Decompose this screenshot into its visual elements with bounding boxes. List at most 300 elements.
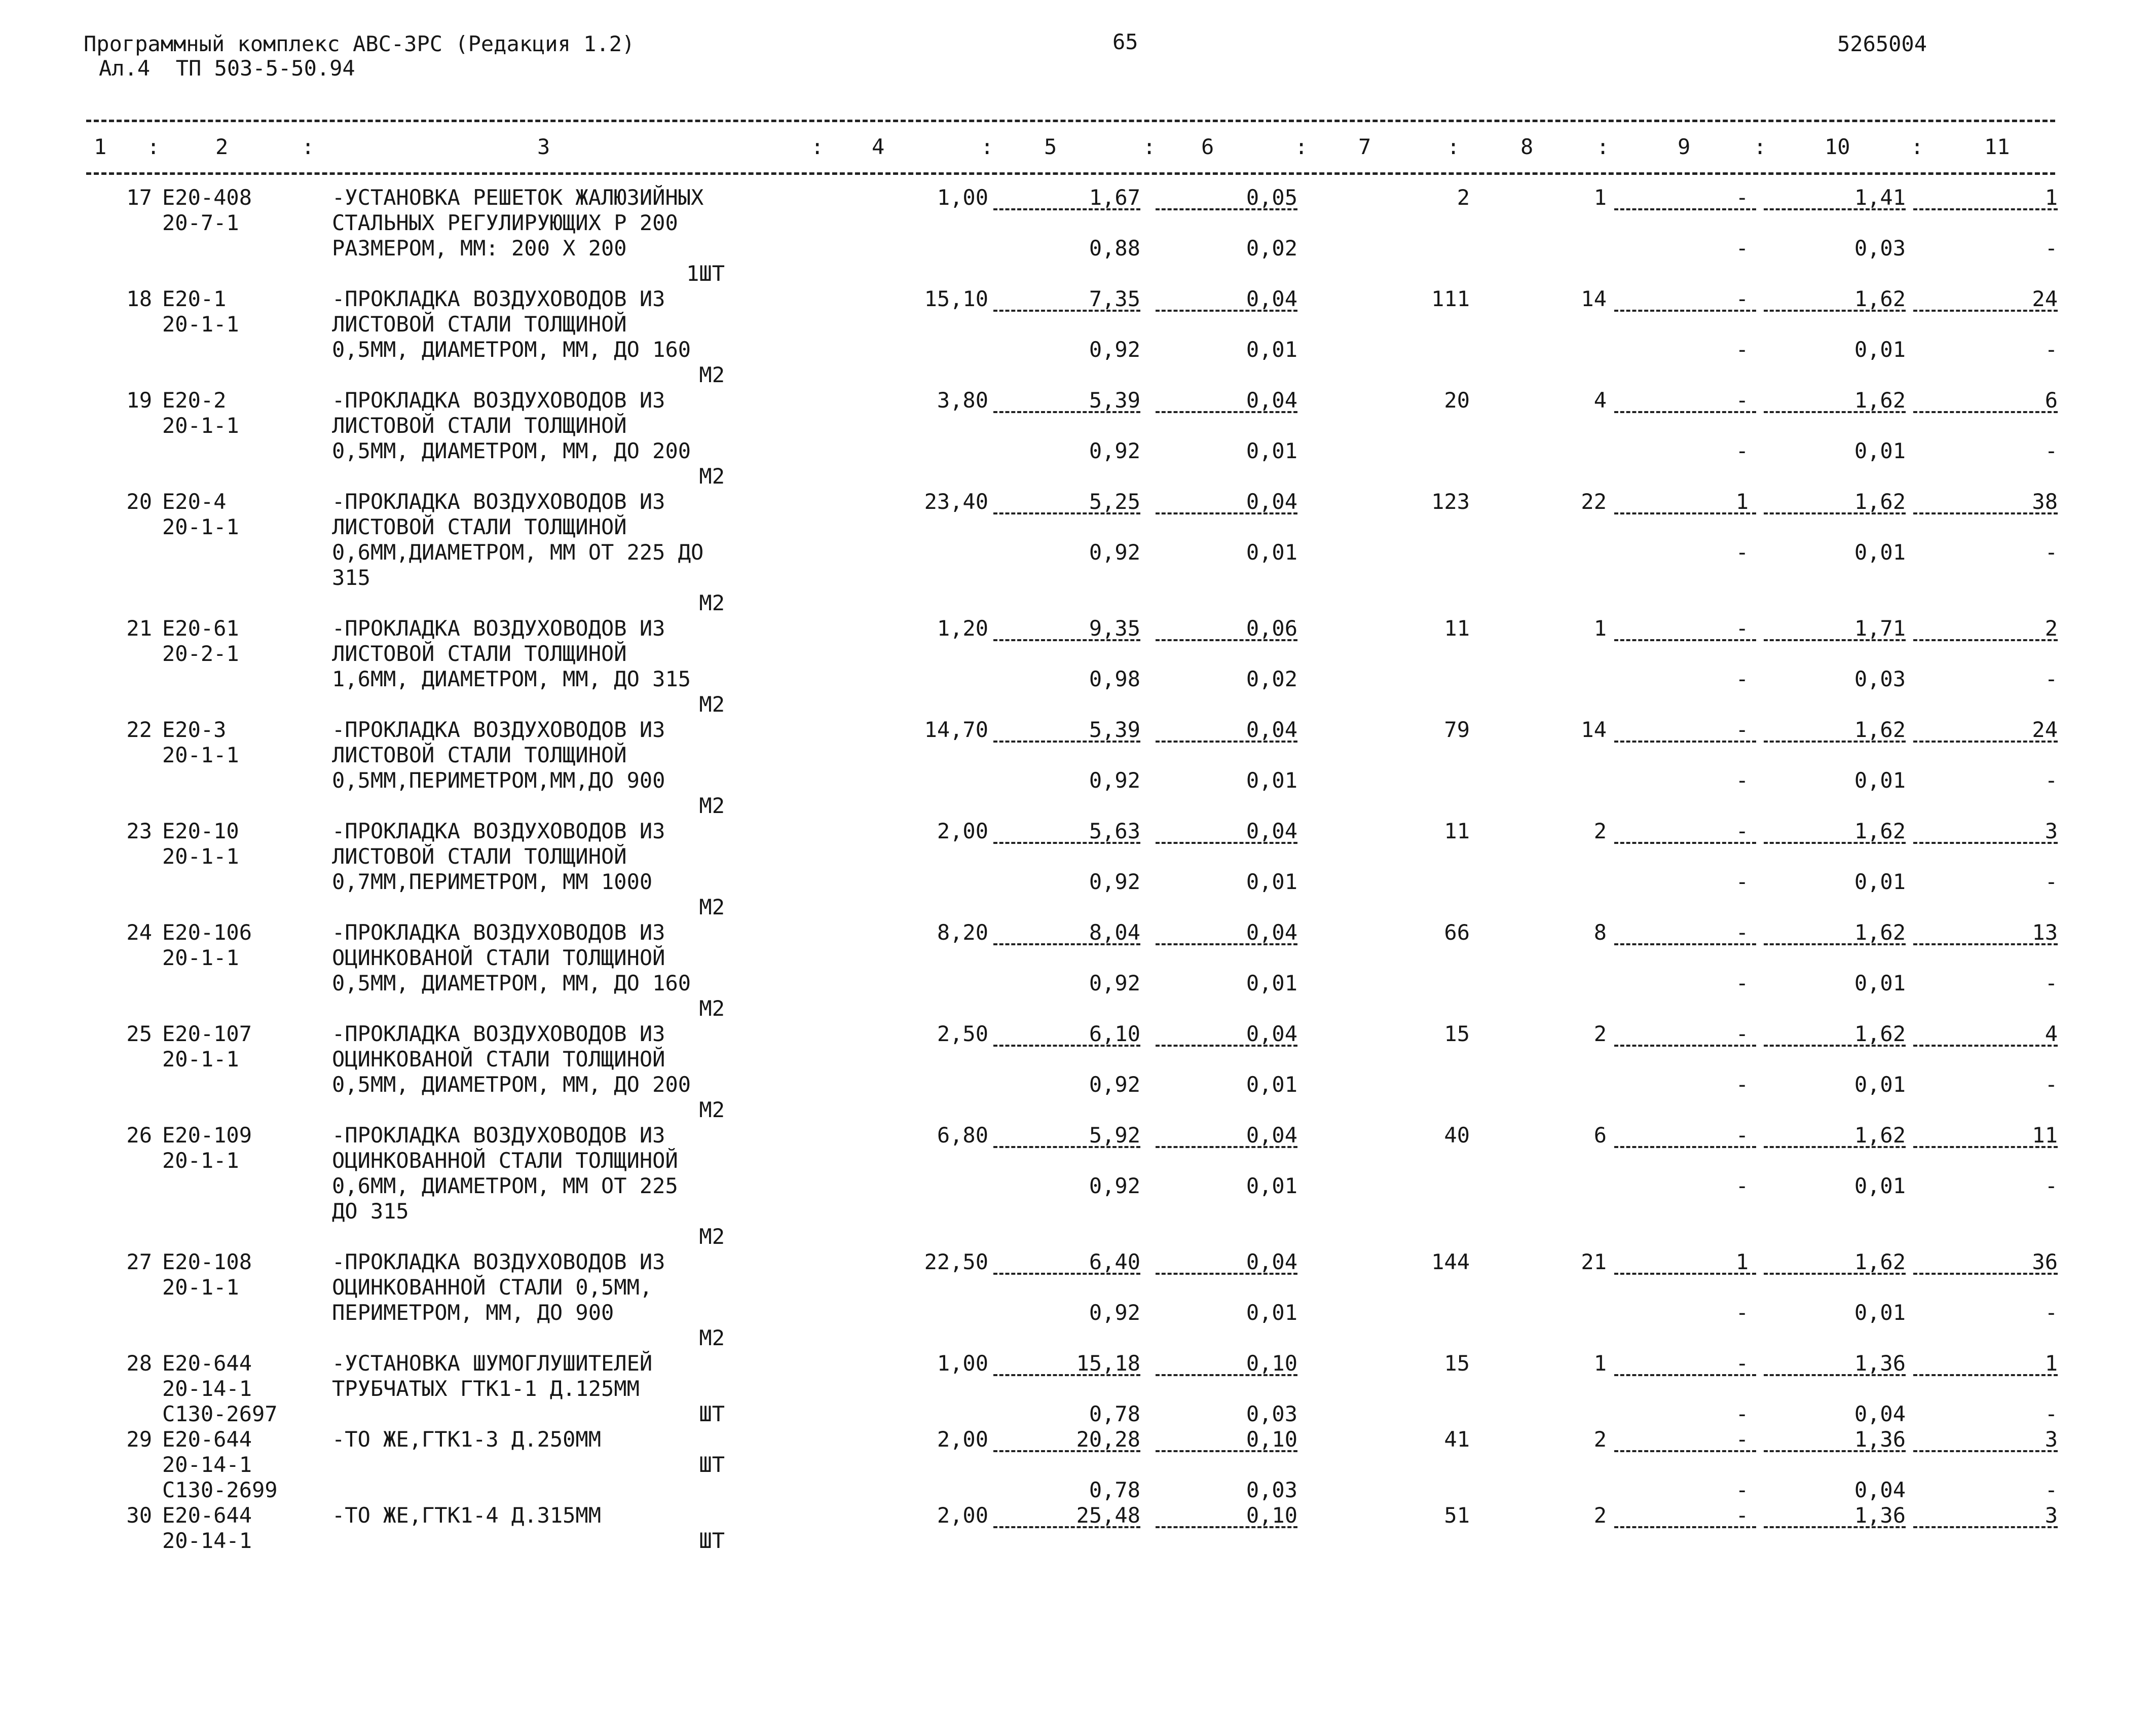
work-description: -ПРОКЛАДКА ВОЗДУХОВОДОВ ИЗ [332, 819, 665, 843]
position-number: 20 [126, 489, 152, 514]
work-description: 1,6ММ, ДИАМЕТРОМ, ММ, ДО 315 [332, 667, 691, 691]
value-divider [1764, 310, 1906, 312]
measure-unit: М2 [699, 692, 725, 717]
total-machine-value: - [1735, 185, 1749, 210]
labour-total-value: 13 [2032, 920, 2058, 945]
value-divider [1156, 1146, 1297, 1148]
table-top-rule [86, 120, 2055, 122]
value-divider [1614, 943, 1756, 945]
value-divider [1913, 741, 2058, 743]
value-divider [1764, 842, 1906, 844]
table-row [0, 388, 2155, 489]
value-divider [1913, 1273, 2058, 1275]
unit-machine-value: 0,04 [1246, 717, 1297, 742]
rate-code: Е20-2 [162, 388, 227, 413]
labour-unit-sub-value: 0,01 [1854, 971, 1906, 995]
quantity-value: 14,70 [924, 717, 988, 742]
value-divider [1913, 1450, 2058, 1452]
total-wage-value: 22 [1581, 489, 1607, 514]
work-description: ЛИСТОВОЙ СТАЛИ ТОЛЩИНОЙ [332, 312, 627, 337]
total-cost-value: 144 [1431, 1249, 1470, 1274]
quantity-value: 2,00 [937, 1503, 988, 1528]
unit-machine-value: 0,04 [1246, 920, 1297, 945]
value-divider [1614, 1045, 1756, 1047]
rate-code: Е20-4 [162, 489, 227, 514]
total-wage-value: 14 [1581, 286, 1607, 311]
rate-code: 20-1-1 [162, 1275, 239, 1300]
measure-unit: М2 [699, 1224, 725, 1249]
column-header-row [0, 134, 2155, 160]
value-divider [1913, 512, 2058, 514]
value-divider [1913, 1146, 2058, 1148]
labour-total-sub-value: - [2045, 1300, 2058, 1325]
total-cost-value: 40 [1444, 1123, 1470, 1148]
labour-total-sub-value: - [2045, 971, 2058, 995]
value-divider [1156, 512, 1297, 514]
unit-cost-sub-value: 0,92 [1089, 869, 1140, 894]
value-divider [1764, 1273, 1906, 1275]
total-machine-value: 1 [1735, 489, 1749, 514]
rate-code: 20-1-1 [162, 743, 239, 767]
unit-cost-sub-value: 0,78 [1089, 1401, 1140, 1426]
work-description: ЛИСТОВОЙ СТАЛИ ТОЛЩИНОЙ [332, 641, 627, 666]
total-machine-sub-value: - [1735, 337, 1749, 362]
rate-code: С130-2697 [162, 1401, 278, 1426]
unit-machine-value: 0,04 [1246, 286, 1297, 311]
value-divider [1156, 411, 1297, 413]
unit-cost-sub-value: 0,78 [1089, 1478, 1140, 1502]
total-cost-value: 20 [1444, 388, 1470, 413]
labour-total-value: 4 [2045, 1021, 2058, 1046]
labour-total-value: 1 [2045, 185, 2058, 210]
labour-unit-sub-value: 0,03 [1854, 236, 1906, 261]
total-cost-value: 79 [1444, 717, 1470, 742]
total-machine-value: - [1735, 1021, 1749, 1046]
total-machine-value: - [1735, 819, 1749, 843]
rate-code: Е20-108 [162, 1249, 252, 1274]
measure-unit: ШТ [699, 1401, 725, 1426]
labour-total-value: 1 [2045, 1351, 2058, 1376]
unit-machine-value: 0,06 [1246, 616, 1297, 641]
labour-unit-value: 1,62 [1854, 286, 1906, 311]
labour-unit-sub-value: 0,01 [1854, 540, 1906, 565]
rate-code: Е20-3 [162, 717, 227, 742]
total-machine-value: 1 [1735, 1249, 1749, 1274]
labour-unit-value: 1,41 [1854, 185, 1906, 210]
rate-code: 20-14-1 [162, 1528, 252, 1553]
value-divider [993, 1374, 1140, 1376]
labour-total-value: 24 [2032, 286, 2058, 311]
column-label-1: 1 [94, 134, 107, 159]
work-description: ЛИСТОВОЙ СТАЛИ ТОЛЩИНОЙ [332, 743, 627, 767]
work-description: -ПРОКЛАДКА ВОЗДУХОВОДОВ ИЗ [332, 1249, 665, 1274]
value-divider [993, 1273, 1140, 1275]
unit-machine-value: 0,10 [1246, 1351, 1297, 1376]
value-divider [1614, 1450, 1756, 1452]
work-description: 0,5ММ, ДИАМЕТРОМ, ММ, ДО 160 [332, 337, 691, 362]
measure-unit: М2 [699, 1097, 725, 1122]
total-machine-value: - [1735, 1123, 1749, 1148]
total-wage-value: 1 [1593, 616, 1607, 641]
rate-code: Е20-644 [162, 1503, 252, 1528]
work-description: -ПРОКЛАДКА ВОЗДУХОВОДОВ ИЗ [332, 717, 665, 742]
labour-unit-value: 1,62 [1854, 1249, 1906, 1274]
total-cost-value: 66 [1444, 920, 1470, 945]
labour-total-value: 2 [2045, 616, 2058, 641]
work-description: -ПРОКЛАДКА ВОЗДУХОВОДОВ ИЗ [332, 616, 665, 641]
value-divider [1156, 1526, 1297, 1528]
total-machine-sub-value: - [1735, 1401, 1749, 1426]
unit-cost-value: 15,18 [1076, 1351, 1140, 1376]
table-row [0, 1503, 2155, 1579]
labour-total-value: 6 [2045, 388, 2058, 413]
column-separator: : [1295, 134, 1308, 159]
unit-cost-value: 8,04 [1089, 920, 1140, 945]
quantity-value: 2,00 [937, 1427, 988, 1452]
measure-unit: М2 [699, 464, 725, 489]
total-machine-sub-value: - [1735, 540, 1749, 565]
table-row [0, 1249, 2155, 1351]
unit-cost-sub-value: 0,92 [1089, 768, 1140, 793]
work-description: ОЦИНКОВАННОЙ СТАЛИ ТОЛЩИНОЙ [332, 1148, 678, 1173]
value-divider [1614, 1374, 1756, 1376]
total-wage-value: 2 [1593, 1503, 1607, 1528]
unit-cost-value: 1,67 [1089, 185, 1140, 210]
unit-cost-sub-value: 0,92 [1089, 540, 1140, 565]
labour-unit-sub-value: 0,01 [1854, 438, 1906, 463]
labour-unit-value: 1,36 [1854, 1427, 1906, 1452]
total-machine-sub-value: - [1735, 1173, 1749, 1198]
column-separator: : [1911, 134, 1924, 159]
position-number: 18 [126, 286, 152, 311]
value-divider [993, 639, 1140, 641]
total-machine-value: - [1735, 616, 1749, 641]
work-description: -УСТАНОВКА ШУМОГЛУШИТЕЛЕЙ [332, 1351, 653, 1376]
estimate-table-body [0, 185, 2155, 1579]
labour-unit-sub-value: 0,03 [1854, 667, 1906, 691]
position-number: 27 [126, 1249, 152, 1274]
unit-cost-sub-value: 0,92 [1089, 1300, 1140, 1325]
rate-code: Е20-61 [162, 616, 239, 641]
labour-unit-sub-value: 0,01 [1854, 869, 1906, 894]
work-description: 0,5ММ, ДИАМЕТРОМ, ММ, ДО 200 [332, 438, 691, 463]
unit-machine-sub-value: 0,01 [1246, 337, 1297, 362]
total-cost-value: 2 [1457, 185, 1470, 210]
total-wage-value: 1 [1593, 1351, 1607, 1376]
total-wage-value: 21 [1581, 1249, 1607, 1274]
labour-total-value: 3 [2045, 819, 2058, 843]
value-divider [1913, 310, 2058, 312]
work-description: 0,5ММ, ДИАМЕТРОМ, ММ, ДО 200 [332, 1072, 691, 1097]
position-number: 23 [126, 819, 152, 843]
labour-unit-sub-value: 0,01 [1854, 1173, 1906, 1198]
total-wage-value: 4 [1593, 388, 1607, 413]
total-machine-sub-value: - [1735, 1300, 1749, 1325]
column-separator: : [1447, 134, 1460, 159]
value-divider [993, 943, 1140, 945]
column-separator: : [981, 134, 994, 159]
total-machine-value: - [1735, 1427, 1749, 1452]
work-description: СТАЛЬНЫХ РЕГУЛИРУЮЩИХ Р 200 [332, 210, 678, 235]
value-divider [1614, 1273, 1756, 1275]
labour-unit-sub-value: 0,04 [1854, 1478, 1906, 1502]
position-number: 30 [126, 1503, 152, 1528]
labour-unit-sub-value: 0,04 [1854, 1401, 1906, 1426]
rate-code: 20-14-1 [162, 1376, 252, 1401]
table-row [0, 616, 2155, 717]
labour-total-sub-value: - [2045, 667, 2058, 691]
unit-machine-value: 0,04 [1246, 388, 1297, 413]
work-description: ЛИСТОВОЙ СТАЛИ ТОЛЩИНОЙ [332, 844, 627, 869]
labour-unit-sub-value: 0,01 [1854, 768, 1906, 793]
position-number: 29 [126, 1427, 152, 1452]
value-divider [1156, 741, 1297, 743]
labour-unit-value: 1,62 [1854, 717, 1906, 742]
labour-total-sub-value: - [2045, 1478, 2058, 1502]
value-divider [1764, 512, 1906, 514]
work-description: -ТО ЖЕ,ГТК1-4 Д.315ММ [332, 1503, 602, 1528]
labour-total-sub-value: - [2045, 869, 2058, 894]
value-divider [1764, 1450, 1906, 1452]
total-machine-value: - [1735, 388, 1749, 413]
work-description: ОЦИНКОВАНОЙ СТАЛИ ТОЛЩИНОЙ [332, 945, 665, 970]
total-machine-sub-value: - [1735, 768, 1749, 793]
unit-machine-sub-value: 0,02 [1246, 236, 1297, 261]
rate-code: 20-2-1 [162, 641, 239, 666]
value-divider [1764, 411, 1906, 413]
unit-cost-sub-value: 0,92 [1089, 337, 1140, 362]
labour-total-sub-value: - [2045, 1401, 2058, 1426]
total-wage-value: 2 [1593, 1427, 1607, 1452]
value-divider [1764, 1045, 1906, 1047]
unit-cost-value: 6,10 [1089, 1021, 1140, 1046]
labour-unit-value: 1,62 [1854, 1021, 1906, 1046]
total-cost-value: 51 [1444, 1503, 1470, 1528]
rate-code: 20-1-1 [162, 1148, 239, 1173]
page-number: 65 [1112, 29, 1138, 54]
work-description: ПЕРИМЕТРОМ, ММ, ДО 900 [332, 1300, 614, 1325]
unit-machine-sub-value: 0,01 [1246, 971, 1297, 995]
total-wage-value: 6 [1593, 1123, 1607, 1148]
rate-code: Е20-644 [162, 1427, 252, 1452]
value-divider [1614, 1526, 1756, 1528]
work-description: ОЦИНКОВАННОЙ СТАЛИ 0,5ММ, [332, 1275, 653, 1300]
unit-machine-sub-value: 0,03 [1246, 1401, 1297, 1426]
total-machine-sub-value: - [1735, 869, 1749, 894]
quantity-value: 3,80 [937, 388, 988, 413]
rate-code: 20-1-1 [162, 312, 239, 337]
value-divider [1764, 943, 1906, 945]
unit-machine-sub-value: 0,01 [1246, 869, 1297, 894]
unit-cost-sub-value: 0,92 [1089, 438, 1140, 463]
column-label-11: 11 [1984, 134, 2010, 159]
rate-code: Е20-1 [162, 286, 227, 311]
total-machine-sub-value: - [1735, 667, 1749, 691]
unit-machine-value: 0,04 [1246, 1021, 1297, 1046]
unit-machine-value: 0,04 [1246, 1249, 1297, 1274]
rate-code: Е20-109 [162, 1123, 252, 1148]
unit-cost-value: 5,39 [1089, 717, 1140, 742]
quantity-value: 2,50 [937, 1021, 988, 1046]
work-description: -ПРОКЛАДКА ВОЗДУХОВОДОВ ИЗ [332, 489, 665, 514]
quantity-value: 1,00 [937, 1351, 988, 1376]
value-divider [1614, 512, 1756, 514]
total-machine-value: - [1735, 717, 1749, 742]
total-machine-sub-value: - [1735, 1072, 1749, 1097]
column-separator: : [147, 134, 160, 159]
total-wage-value: 1 [1593, 185, 1607, 210]
unit-machine-sub-value: 0,02 [1246, 667, 1297, 691]
value-divider [1913, 1045, 2058, 1047]
position-number: 26 [126, 1123, 152, 1148]
table-row [0, 1123, 2155, 1249]
labour-unit-value: 1,36 [1854, 1351, 1906, 1376]
labour-unit-value: 1,71 [1854, 616, 1906, 641]
work-description: -ПРОКЛАДКА ВОЗДУХОВОДОВ ИЗ [332, 1123, 665, 1148]
album-reference: Ал.4 ТП 503-5-50.94 [99, 56, 355, 81]
measure-unit: М2 [699, 996, 725, 1021]
value-divider [1156, 1273, 1297, 1275]
value-divider [1764, 1374, 1906, 1376]
measure-unit: ШТ [699, 1528, 725, 1553]
column-separator: : [1754, 134, 1767, 159]
total-machine-sub-value: - [1735, 236, 1749, 261]
value-divider [1764, 1526, 1906, 1528]
column-label-4: 4 [872, 134, 885, 159]
value-divider [1614, 639, 1756, 641]
work-description: ЛИСТОВОЙ СТАЛИ ТОЛЩИНОЙ [332, 514, 627, 539]
quantity-value: 1,20 [937, 616, 988, 641]
value-divider [1614, 1146, 1756, 1148]
unit-machine-sub-value: 0,01 [1246, 768, 1297, 793]
total-cost-value: 15 [1444, 1351, 1470, 1376]
labour-total-value: 3 [2045, 1427, 2058, 1452]
value-divider [1764, 741, 1906, 743]
rate-code: Е20-408 [162, 185, 252, 210]
rate-code: Е20-10 [162, 819, 239, 843]
value-divider [1913, 1374, 2058, 1376]
labour-unit-value: 1,62 [1854, 489, 1906, 514]
table-row [0, 717, 2155, 819]
unit-cost-sub-value: 0,92 [1089, 1072, 1140, 1097]
column-label-3: 3 [537, 134, 550, 159]
column-label-10: 10 [1825, 134, 1850, 159]
labour-total-sub-value: - [2045, 1173, 2058, 1198]
table-row [0, 920, 2155, 1021]
total-wage-value: 8 [1593, 920, 1607, 945]
unit-machine-value: 0,10 [1246, 1427, 1297, 1452]
total-machine-value: - [1735, 1351, 1749, 1376]
work-description: 315 [332, 565, 370, 590]
column-label-8: 8 [1520, 134, 1534, 159]
value-divider [1913, 411, 2058, 413]
column-label-5: 5 [1044, 134, 1057, 159]
total-machine-sub-value: - [1735, 438, 1749, 463]
position-number: 19 [126, 388, 152, 413]
measure-unit: М2 [699, 362, 725, 387]
measure-unit: М2 [699, 590, 725, 615]
value-divider [1764, 639, 1906, 641]
unit-cost-value: 7,35 [1089, 286, 1140, 311]
total-cost-value: 11 [1444, 819, 1470, 843]
labour-unit-value: 1,62 [1854, 920, 1906, 945]
labour-total-value: 38 [2032, 489, 2058, 514]
quantity-value: 1,00 [937, 185, 988, 210]
rate-code: 20-1-1 [162, 844, 239, 869]
total-machine-sub-value: - [1735, 1478, 1749, 1502]
column-separator: : [1143, 134, 1156, 159]
value-divider [1764, 1146, 1906, 1148]
unit-machine-value: 0,10 [1246, 1503, 1297, 1528]
labour-unit-value: 1,62 [1854, 819, 1906, 843]
work-description: -ПРОКЛАДКА ВОЗДУХОВОДОВ ИЗ [332, 388, 665, 413]
table-row [0, 819, 2155, 920]
program-title: Программный комплекс АВС-3РС (Редакция 1.2) [84, 31, 635, 56]
unit-cost-sub-value: 0,98 [1089, 667, 1140, 691]
value-divider [1764, 208, 1906, 210]
value-divider [1156, 639, 1297, 641]
table-row [0, 286, 2155, 388]
labour-total-sub-value: - [2045, 540, 2058, 565]
unit-cost-value: 9,35 [1089, 616, 1140, 641]
column-label-2: 2 [215, 134, 229, 159]
work-description: 0,6ММ,ДИАМЕТРОМ, ММ ОТ 225 ДО [332, 540, 704, 565]
work-description: ЛИСТОВОЙ СТАЛИ ТОЛЩИНОЙ [332, 413, 627, 438]
labour-unit-value: 1,36 [1854, 1503, 1906, 1528]
measure-unit: ШТ [699, 1452, 725, 1477]
value-divider [1156, 842, 1297, 844]
labour-unit-sub-value: 0,01 [1854, 1300, 1906, 1325]
total-cost-value: 15 [1444, 1021, 1470, 1046]
unit-machine-sub-value: 0,01 [1246, 1173, 1297, 1198]
rate-code: Е20-107 [162, 1021, 252, 1046]
unit-cost-value: 6,40 [1089, 1249, 1140, 1274]
column-separator: : [1596, 134, 1610, 159]
work-description: -ПРОКЛАДКА ВОЗДУХОВОДОВ ИЗ [332, 286, 665, 311]
value-divider [1156, 1374, 1297, 1376]
value-divider [993, 208, 1140, 210]
value-divider [1913, 639, 2058, 641]
unit-machine-value: 0,04 [1246, 819, 1297, 843]
labour-unit-value: 1,62 [1854, 388, 1906, 413]
rate-code: Е20-644 [162, 1351, 252, 1376]
work-description: -УСТАНОВКА РЕШЕТОК ЖАЛЮЗИЙНЫХ [332, 185, 704, 210]
value-divider [1614, 208, 1756, 210]
value-divider [1913, 1526, 2058, 1528]
labour-total-sub-value: - [2045, 768, 2058, 793]
unit-cost-sub-value: 0,92 [1089, 971, 1140, 995]
total-wage-value: 14 [1581, 717, 1607, 742]
unit-cost-value: 5,39 [1089, 388, 1140, 413]
column-separator: : [302, 134, 315, 159]
value-divider [993, 411, 1140, 413]
rate-code: 20-7-1 [162, 210, 239, 235]
value-divider [1614, 842, 1756, 844]
value-divider [993, 741, 1140, 743]
rate-code: 20-1-1 [162, 1047, 239, 1072]
unit-cost-value: 25,48 [1076, 1503, 1140, 1528]
measure-unit: М2 [699, 1325, 725, 1350]
unit-cost-value: 20,28 [1076, 1427, 1140, 1452]
unit-machine-sub-value: 0,01 [1246, 438, 1297, 463]
position-number: 22 [126, 717, 152, 742]
column-label-7: 7 [1358, 134, 1371, 159]
value-divider [993, 842, 1140, 844]
labour-total-value: 36 [2032, 1249, 2058, 1274]
value-divider [1156, 1045, 1297, 1047]
position-number: 17 [126, 185, 152, 210]
unit-cost-value: 5,63 [1089, 819, 1140, 843]
